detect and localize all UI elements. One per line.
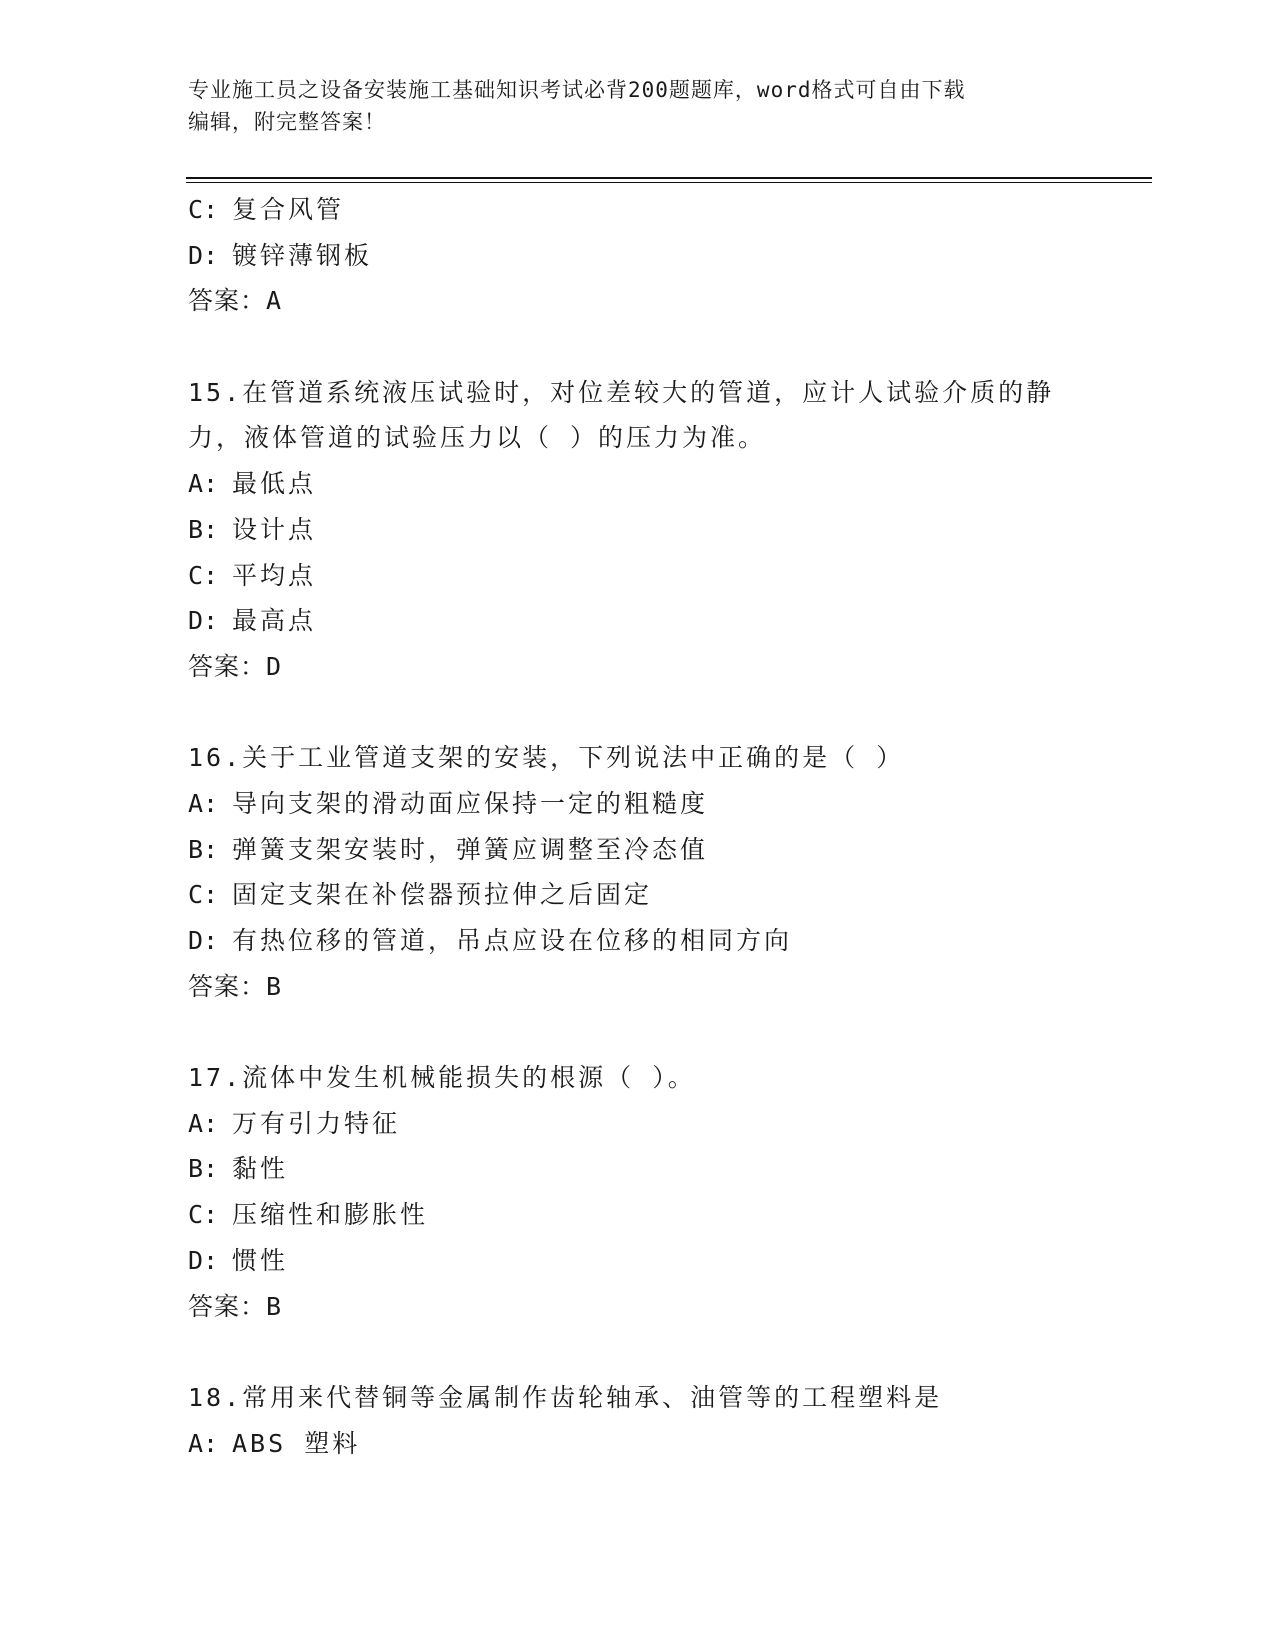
option-c <box>188 187 1088 233</box>
option-a <box>188 1421 1088 1467</box>
option-b <box>188 1146 1088 1192</box>
option-text: 设计点 <box>232 514 317 544</box>
option-d <box>188 233 1088 279</box>
answer-line <box>188 1284 1088 1330</box>
answer-value: B <box>266 971 283 1001</box>
option-a <box>188 781 1088 827</box>
question-stem <box>188 370 1088 461</box>
question-stem-line-1: 15.在管道系统液压试验时，对位差较大的管道，应计人试验介质的静 <box>188 377 1055 407</box>
option-text: ABS 塑料 <box>232 1428 361 1458</box>
answer-value: D <box>266 651 283 681</box>
option-letter: B: <box>188 834 219 864</box>
question-stem: 17.流体中发生机械能损失的根源（ ）。 <box>188 1063 696 1093</box>
option-b <box>188 827 1088 873</box>
option-letter: C: <box>188 195 219 224</box>
answer-label: 答案： <box>188 286 267 316</box>
option-letter: B: <box>188 514 219 544</box>
question-stem: 18.常用来代替铜等金属制作齿轮轴承、油管等的工程塑料是 <box>188 1382 943 1412</box>
option-text: 固定支架在补偿器预拉伸之后固定 <box>232 880 653 910</box>
option-text: 平均点 <box>232 560 317 590</box>
option-text: 压缩性和膨胀性 <box>232 1200 429 1230</box>
option-a <box>188 1101 1088 1147</box>
answer-label: 答案： <box>188 651 267 681</box>
option-c <box>188 1192 1088 1238</box>
question-16 <box>188 735 1088 1009</box>
answer-line <box>188 644 1088 690</box>
option-letter: D: <box>188 926 219 956</box>
option-text: 万有引力特征 <box>232 1108 401 1138</box>
option-text: 导向支架的滑动面应保持一定的粗糙度 <box>232 788 709 818</box>
option-letter: D: <box>188 240 219 270</box>
header-title-line-1: 专业施工员之设备安装施工基础知识考试必背200题题库，word格式可自由下载 <box>188 78 966 102</box>
option-letter: A: <box>188 1108 219 1138</box>
question-stem-line-2: 力，液体管道的试验压力以（ ）的压力为准。 <box>188 423 767 453</box>
answer-line <box>188 964 1088 1010</box>
option-letter: D: <box>188 606 219 636</box>
option-c <box>188 553 1088 599</box>
option-letter: D: <box>188 1245 219 1275</box>
option-text: 镀锌薄钢板 <box>232 240 373 270</box>
answer-label: 答案： <box>188 971 267 1001</box>
option-letter: A: <box>188 469 219 499</box>
option-d <box>188 598 1088 644</box>
header-rule-thick <box>186 177 1152 179</box>
option-letter: C: <box>188 560 219 590</box>
option-b <box>188 507 1088 553</box>
answer-value: B <box>266 1291 283 1321</box>
answer-line <box>188 278 1088 324</box>
question-list <box>188 187 1088 1466</box>
option-text: 最高点 <box>232 606 317 636</box>
header-rule-thin <box>186 182 1152 183</box>
option-text: 弹簧支架安装时，弹簧应调整至冷态值 <box>232 834 709 864</box>
option-text: 最低点 <box>232 469 317 499</box>
option-text: 有热位移的管道，吊点应设在位移的相同方向 <box>232 926 793 956</box>
question-18 <box>188 1375 1088 1466</box>
option-letter: B: <box>188 1154 219 1184</box>
option-letter: C: <box>188 1200 219 1230</box>
option-letter: A: <box>188 1428 219 1458</box>
option-text: 惯性 <box>232 1245 289 1275</box>
option-a <box>188 461 1088 507</box>
option-d <box>188 1238 1088 1284</box>
question-14-tail <box>188 187 1088 324</box>
answer-value: A <box>266 286 283 316</box>
option-letter: C: <box>188 880 219 910</box>
answer-label: 答案： <box>188 1291 267 1321</box>
option-c <box>188 872 1088 918</box>
option-text: 复合风管 <box>232 195 345 224</box>
question-17 <box>188 1055 1088 1329</box>
option-letter: A: <box>188 788 219 818</box>
option-text: 黏性 <box>232 1154 289 1184</box>
question-stem: 16.关于工业管道支架的安装，下列说法中正确的是（ ） <box>188 743 905 773</box>
document-header <box>188 74 1088 138</box>
header-title-line-2: 编辑，附完整答案！ <box>188 110 386 134</box>
option-d <box>188 918 1088 964</box>
question-15 <box>188 370 1088 690</box>
